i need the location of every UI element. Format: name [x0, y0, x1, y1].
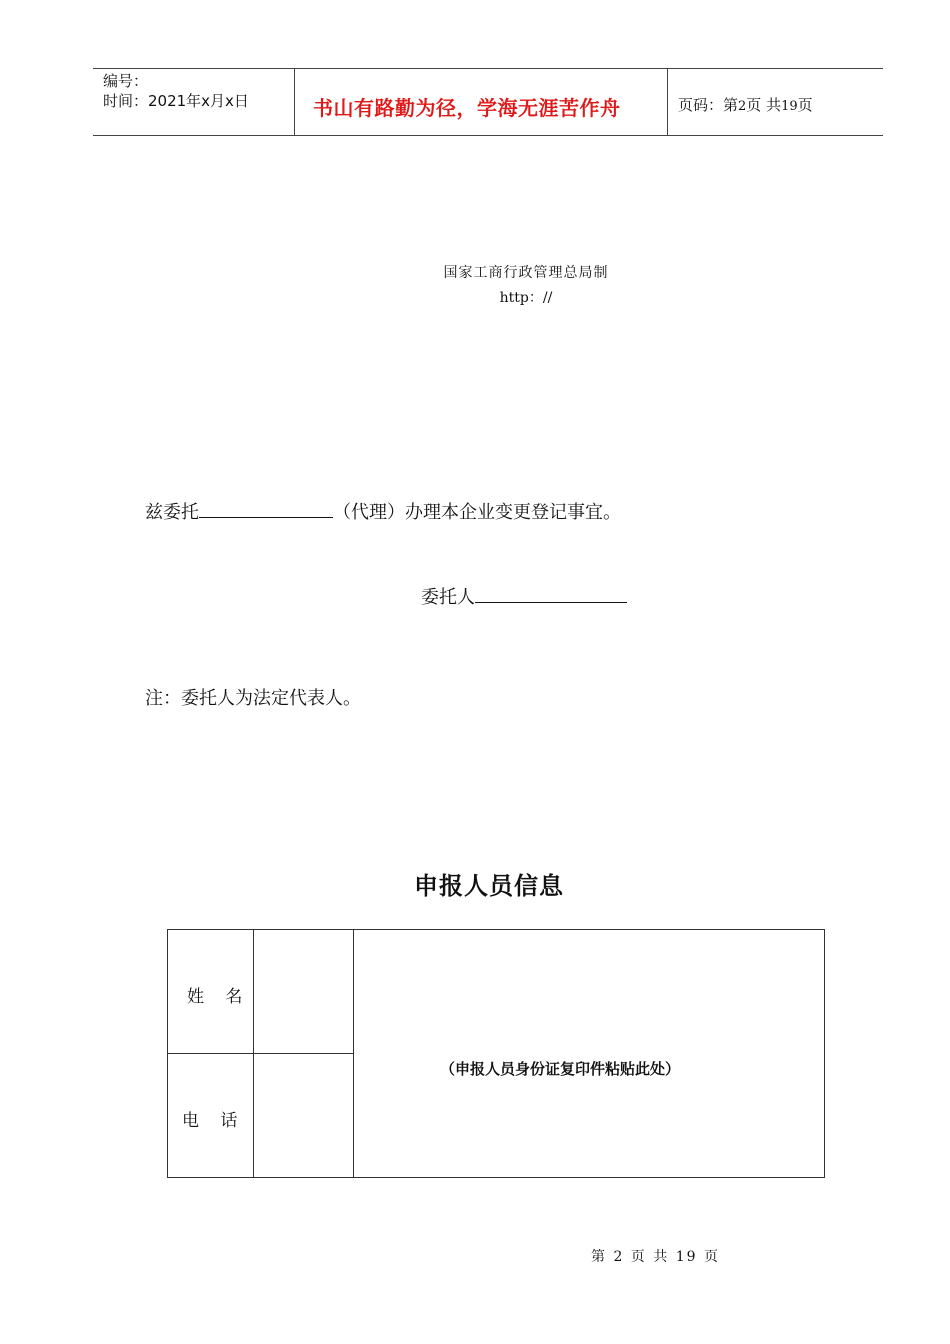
entrust-note: 注：委托人为法定代表人。	[145, 688, 361, 709]
page-prefix: 页码：第	[678, 96, 739, 114]
document-date: 时间：2021年x月x日	[103, 92, 249, 110]
name-field[interactable]	[255, 931, 352, 1052]
phone-field[interactable]	[255, 1055, 352, 1176]
header-page-info	[678, 94, 813, 115]
section-title: 申报人员信息	[414, 872, 564, 900]
header-divider	[667, 69, 668, 136]
page-footer: 第 2 页 共 19 页	[591, 1249, 720, 1265]
entrust-prefix: 兹委托	[145, 502, 199, 523]
page-total: 19	[781, 99, 798, 114]
phone-label: 电 话	[182, 1111, 246, 1131]
header-motto: 书山有路勤为径，学海无涯苦作舟	[313, 96, 621, 120]
document-number-label: 编号：	[103, 72, 149, 90]
entrust-suffix: （代理）办理本企业变更登记事宜。	[333, 502, 621, 523]
page-mid: 页 共	[746, 96, 782, 114]
table-row-divider	[167, 1053, 353, 1054]
id-copy-paste-area: （申报人员身份证复印件粘贴此处）	[440, 1060, 681, 1078]
header-bottom-rule	[93, 135, 883, 136]
header-top-rule	[93, 68, 883, 69]
page-current: 2	[738, 99, 747, 114]
name-label: 姓 名	[187, 987, 251, 1007]
header-divider	[294, 69, 295, 136]
issuer-org: 国家工商行政管理总局制	[443, 265, 609, 281]
issuer-url: http：//	[499, 290, 553, 306]
agent-name-blank[interactable]	[199, 503, 333, 518]
page-suffix: 页	[797, 96, 813, 114]
table-col-divider	[353, 929, 354, 1177]
signer-blank[interactable]	[475, 588, 627, 603]
entrust-statement	[145, 498, 621, 524]
signer-label: 委托人	[421, 587, 475, 608]
signer-line	[421, 583, 627, 609]
